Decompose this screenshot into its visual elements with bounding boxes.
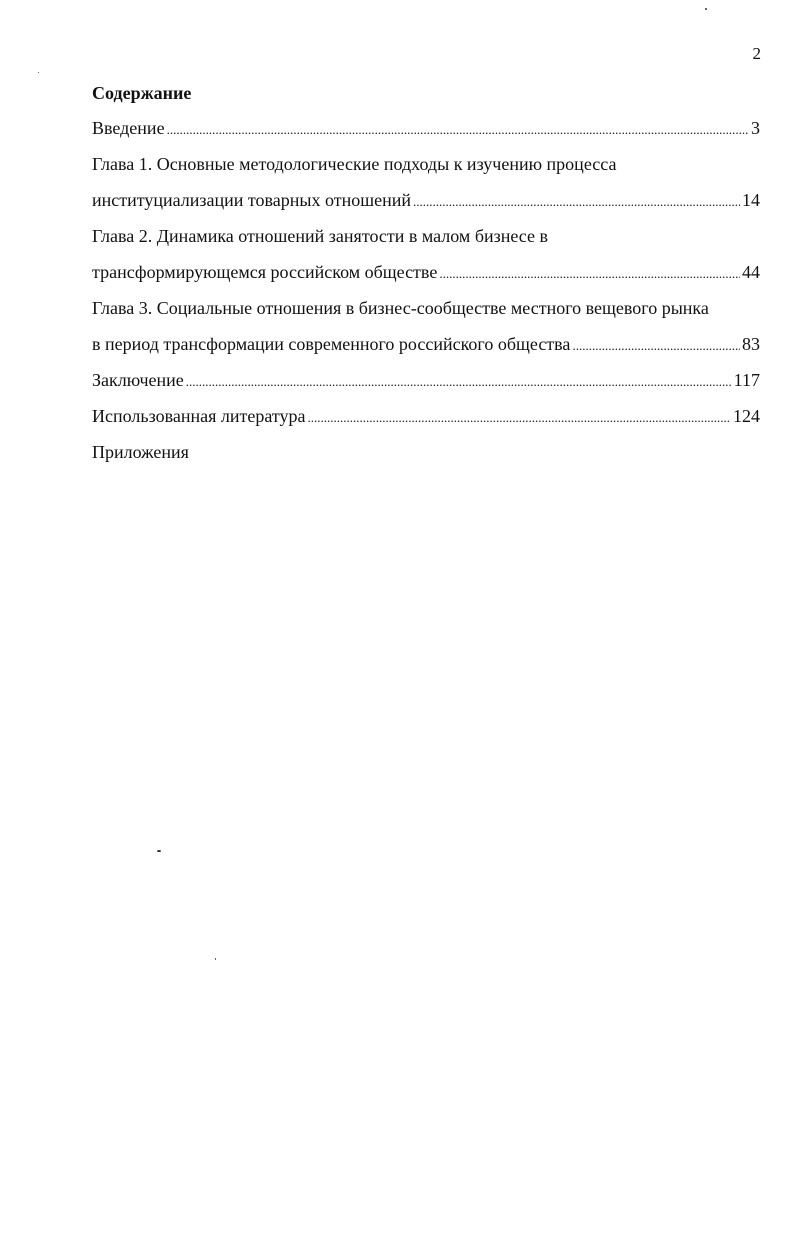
table-of-contents (92, 76, 760, 470)
dot-leader (307, 400, 731, 436)
dot-leader (439, 256, 740, 292)
toc-entry-page: 44 (742, 262, 760, 282)
toc-entry-page: 117 (733, 370, 760, 390)
toc-entry-label: трансформирующемся российском обществе (92, 262, 438, 282)
dot-leader (186, 364, 732, 400)
toc-entry-chapter-1-line-1: Глава 1. Основные методологические подходы к изучению процесса (92, 154, 617, 174)
toc-entry-label: институциализации товарных отношений (92, 190, 412, 210)
scan-speck (705, 8, 707, 10)
page-number: 2 (752, 44, 761, 63)
dot-leader (572, 328, 740, 364)
toc-entry-label: Использованная литература (92, 406, 306, 426)
toc-entry-chapter-3-line-1: Глава 3. Социальные отношения в бизнес-сообществе местного вещевого рынка (92, 298, 709, 318)
scan-speck (157, 850, 161, 852)
toc-entry-introduction[interactable] (92, 110, 760, 146)
toc-title: Содержание (92, 83, 192, 103)
toc-entry-page: 3 (751, 118, 760, 138)
toc-entry-chapter-2-line-1: Глава 2. Динамика отношений занятости в малом бизнесе в (92, 226, 548, 246)
toc-entry-chapter-1[interactable] (92, 182, 760, 218)
toc-entry-label: Введение (92, 118, 165, 138)
toc-entry-references[interactable] (92, 398, 760, 434)
scan-speck (215, 958, 216, 960)
toc-entry-chapter-3[interactable] (92, 326, 760, 362)
scan-speck (38, 72, 39, 73)
toc-entry-label: Заключение (92, 370, 184, 390)
toc-entry-conclusion[interactable] (92, 362, 760, 398)
toc-entry-appendix[interactable]: Приложения (92, 442, 189, 462)
toc-entry-label: в период трансформации современного российского общества (92, 334, 571, 354)
toc-entry-page: 14 (742, 190, 760, 210)
toc-entry-page: 83 (742, 334, 760, 354)
dot-leader (167, 112, 749, 148)
dot-leader (413, 184, 740, 220)
toc-entry-chapter-2[interactable] (92, 254, 760, 290)
toc-entry-page: 124 (733, 406, 760, 426)
